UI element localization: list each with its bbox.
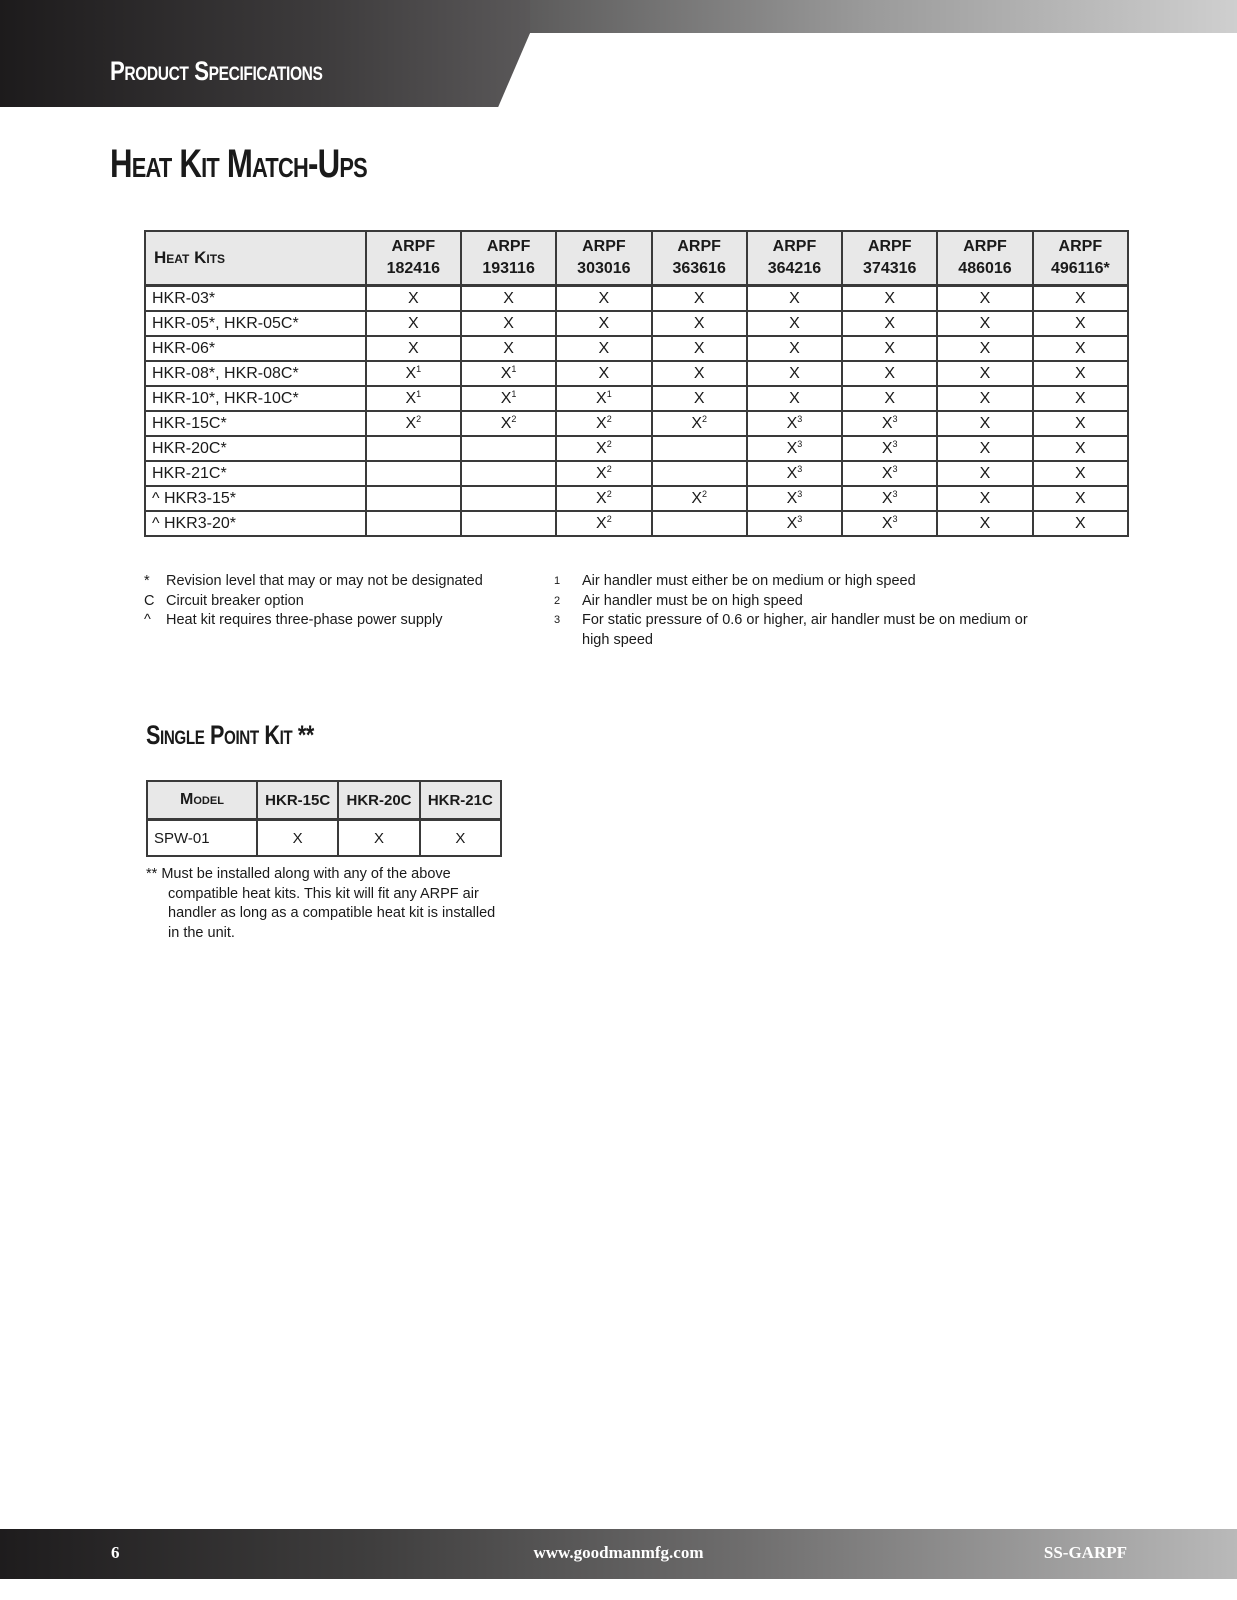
table-cell [937,386,1032,411]
table-cell [652,411,747,436]
header-tab [0,0,530,107]
cell-value: X [598,339,610,357]
cell-value: X [503,339,514,357]
table-cell [747,361,842,386]
footnote-marker: 2 [416,414,422,424]
table-cell [1033,486,1128,511]
table-cell [461,511,556,536]
table-cell [652,511,747,536]
table-cell [652,361,747,386]
cell-value: X [596,465,607,482]
table-cell [937,511,1032,536]
cell-value: X [503,314,514,332]
table-cell [366,311,461,336]
table-cell [1033,286,1128,312]
table-cell [556,411,651,436]
table-row [145,286,1128,312]
table-cell [747,336,842,361]
heat-kit-name-cell: HKR-06* [145,336,366,361]
footnote-marker: 1 [511,364,517,374]
single-point-kit-note: ** Must be installed along with any of the above compatible heat kits. This kit will fit any ARPF air handler as long as a compatible heat kit is installed in the unit. [146,866,496,941]
table-cell [461,286,556,312]
footnote-text: Air handler must either be on medium or high speed [582,573,916,589]
cell-value: X [979,389,991,407]
table-cell [1033,411,1128,436]
cell-value: X [786,465,798,482]
cell-value: X [500,415,512,432]
cell-value: X [598,289,610,307]
cell-value: X [405,415,417,432]
cell-value: X [405,365,417,382]
table-cell [937,286,1032,312]
note-symbol: ^ [144,612,151,628]
column-header: ARPF 374316 [842,231,937,286]
footnote-marker: 2 [701,414,707,424]
cell-value: X [881,490,893,507]
cell-value: X [789,289,800,307]
cell-value: X [789,339,800,357]
footnote-marker: 2 [606,414,612,424]
column-header-heat-kits: Heat Kits [145,231,366,286]
single-point-kit-table [146,780,502,857]
footnote-marker: 3 [797,439,803,449]
table-cell [366,361,461,386]
table-cell [556,361,651,386]
table-cell [556,461,651,486]
table-cell [747,386,842,411]
cell-value: X [979,364,991,382]
footnote-marker: 1 [416,364,422,374]
column-header-model: Model [147,781,257,820]
cell-value: X [1074,439,1086,457]
table-row [145,411,1128,436]
model-cell: SPW-01 [147,820,257,857]
notes-footnotes [554,572,1034,650]
table-cell [842,361,937,386]
note-text: Heat kit requires three-phase power supply [166,612,443,628]
cell-value: X [789,364,800,382]
cell-value: X [693,314,705,332]
table-cell [652,311,747,336]
cell-value: X [786,415,798,432]
cell-value: X [786,490,798,507]
cell-value: X [884,314,896,332]
table-cell [461,336,556,361]
footnote-number: 1 [554,575,561,587]
cell-value: X [1074,389,1086,407]
cell-value: X [1074,414,1086,432]
table-row [145,436,1128,461]
table-row [147,820,501,857]
table-cell [461,436,556,461]
heat-kit-table [144,230,1129,537]
footnote-marker: 2 [606,514,612,524]
footnote-item [554,572,1034,592]
cell-value: X [407,289,419,307]
table-cell [652,336,747,361]
table-cell [1033,461,1128,486]
cell-value: X [693,289,705,307]
table-cell [842,436,937,461]
cell-value: X [979,489,991,507]
table-cell [556,311,651,336]
column-header: HKR-20C [338,781,419,820]
cell-value: X [691,415,702,432]
cell-value: X [1074,489,1086,507]
column-header: HKR-21C [420,781,501,820]
footnote-marker: 3 [797,414,803,424]
cell-value: X [1074,514,1086,532]
table-cell [652,436,747,461]
table-cell [842,461,937,486]
table-cell [461,361,556,386]
table-cell [556,436,651,461]
heat-kit-name-cell: HKR-21C* [145,461,366,486]
heat-kit-name-cell: HKR-08*, HKR-08C* [145,361,366,386]
footnote-marker: 3 [892,489,898,499]
table-cell [1033,386,1128,411]
table-cell [461,311,556,336]
table-cell [747,486,842,511]
note-symbol: C [144,592,155,609]
table-cell [937,436,1032,461]
table-row [145,361,1128,386]
table-cell [1033,436,1128,461]
footnote-text: For static pressure of 0.6 or higher, air handler must be on medium or high speed [582,612,1028,648]
cell-value: X [503,289,514,307]
column-header: ARPF 182416 [366,231,461,286]
cell-value: X [1074,464,1086,482]
column-header: ARPF 363616 [652,231,747,286]
cell-value: X [979,339,991,357]
footnote-marker: 3 [892,439,898,449]
footer-page-number: 6 [111,1543,120,1562]
heat-kit-name-cell: HKR-03* [145,286,366,312]
footnote-text: Air handler must be on high speed [582,592,803,609]
heat-kit-name-cell: HKR-20C* [145,436,366,461]
footnote-marker: 3 [797,514,803,524]
footnote-marker: 1 [511,389,517,399]
cell-value: X [500,390,512,407]
table-cell [461,386,556,411]
cell-value: X [881,515,893,532]
table-cell [842,486,937,511]
heat-kit-name-cell: HKR-05*, HKR-05C* [145,311,366,336]
cell-value: X [500,365,512,382]
table-cell [747,411,842,436]
cell-value: X [596,390,607,407]
table-row [145,486,1128,511]
cell-value: X [979,314,991,332]
cell-value: X [979,439,991,457]
column-header: ARPF 303016 [556,231,651,286]
table-cell [937,461,1032,486]
note-text: Circuit breaker option [166,592,304,609]
cell-value: X [596,490,607,507]
table-cell [1033,336,1128,361]
cell-value: X [691,490,702,507]
note-symbol: * [144,573,150,589]
table-cell [937,336,1032,361]
cell-value: X [1074,364,1086,382]
footer-url-link[interactable]: www.goodmanmfg.com [533,1543,704,1562]
table-cell [652,286,747,312]
cell-value: X [786,515,798,532]
footnote-item [554,611,1034,650]
footnote-marker: 2 [606,489,612,499]
table-cell [747,436,842,461]
footnote-marker: 2 [701,489,707,499]
table-cell [366,486,461,511]
heat-kit-table-body [145,286,1128,537]
cell-value: X [596,440,607,457]
table-cell [842,311,937,336]
cell-value: X [884,364,896,382]
table-cell [366,436,461,461]
footnote-number: 2 [554,594,561,607]
cell-value: X [693,364,705,382]
cell-value: X [979,414,991,432]
cell-value: X [786,440,798,457]
footnote-marker: 3 [892,414,898,424]
table-cell [461,486,556,511]
heat-kit-name-cell: ^ HKR3-15* [145,486,366,511]
heat-kit-name-cell: HKR-15C* [145,411,366,436]
footnote-marker: 3 [892,464,898,474]
table-cell [366,411,461,436]
footnote-marker: 3 [797,464,803,474]
table-cell [556,486,651,511]
table-cell [1033,311,1128,336]
cell-value: X [881,440,893,457]
table-cell [461,461,556,486]
table-cell [461,411,556,436]
column-header: ARPF 486016 [937,231,1032,286]
table-cell: X [257,820,338,857]
single-point-kit-title: Single Point Kit ** [146,720,314,750]
table-row [145,336,1128,361]
table-header-row [147,781,501,820]
footnote-marker: 1 [606,389,612,399]
table-cell [937,411,1032,436]
table-cell [747,511,842,536]
table-cell [937,311,1032,336]
table-cell: X [420,820,501,857]
table-header-row [145,231,1128,286]
table-cell [842,286,937,312]
table-cell [366,336,461,361]
cell-value: X [407,339,419,357]
cell-value: X [884,289,896,307]
table-row [145,386,1128,411]
cell-value: X [1074,289,1086,307]
table-cell [747,461,842,486]
column-header: ARPF 364216 [747,231,842,286]
table-cell [556,336,651,361]
note-item [144,592,544,612]
note-item [144,572,544,592]
cell-value: X [884,389,896,407]
table-cell [747,286,842,312]
cell-value: X [789,314,800,332]
heat-kit-name-cell: HKR-10*, HKR-10C* [145,386,366,411]
table-cell [556,286,651,312]
table-cell [366,286,461,312]
cell-value: X [598,364,610,382]
table-cell [366,461,461,486]
cell-value: X [884,339,896,357]
cell-value: X [979,289,991,307]
footnote-marker: 3 [892,514,898,524]
footer-doc-code: SS-GARPF [1043,1543,1127,1562]
note-item [144,611,544,631]
footnote-marker: 2 [511,414,517,424]
table-cell [1033,511,1128,536]
cell-value: X [693,389,705,407]
section-title: Product Specifications [110,56,323,86]
table-cell [652,461,747,486]
table-cell [747,311,842,336]
cell-value: X [693,339,705,357]
footnote-marker: 2 [606,439,612,449]
footnote-number: 3 [554,614,561,626]
cell-value: X [1074,339,1086,357]
table-cell [1033,361,1128,386]
table-cell [937,486,1032,511]
cell-value: X [407,314,419,332]
table-cell [842,411,937,436]
cell-value: X [598,314,610,332]
footnote-marker: 2 [606,464,612,474]
footnote-item [554,592,1034,612]
table-cell [842,386,937,411]
column-header: ARPF 496116* [1033,231,1128,286]
table-cell [652,386,747,411]
table-cell: X [338,820,419,857]
table-cell [937,361,1032,386]
page-title: Heat Kit Match-Ups [110,142,367,186]
note-text: Revision level that may or may not be designated [166,573,483,589]
heat-kit-name-cell: ^ HKR3-20* [145,511,366,536]
table-cell [842,336,937,361]
table-cell [366,511,461,536]
column-header: HKR-15C [257,781,338,820]
footnote-marker: 1 [416,389,422,399]
cell-value: X [596,515,607,532]
cell-value: X [979,464,991,482]
table-cell [652,486,747,511]
table-cell [556,386,651,411]
table-cell [366,386,461,411]
table-cell [842,511,937,536]
table-row [145,311,1128,336]
notes-symbols [144,572,544,631]
cell-value: X [881,465,893,482]
table-row [145,511,1128,536]
table-cell [556,511,651,536]
cell-value: X [1074,314,1086,332]
cell-value: X [596,415,607,432]
cell-value: X [881,415,893,432]
table-row [145,461,1128,486]
cell-value: X [789,389,800,407]
column-header: ARPF 193116 [461,231,556,286]
cell-value: X [405,390,417,407]
footnote-marker: 3 [797,489,803,499]
cell-value: X [979,514,991,532]
